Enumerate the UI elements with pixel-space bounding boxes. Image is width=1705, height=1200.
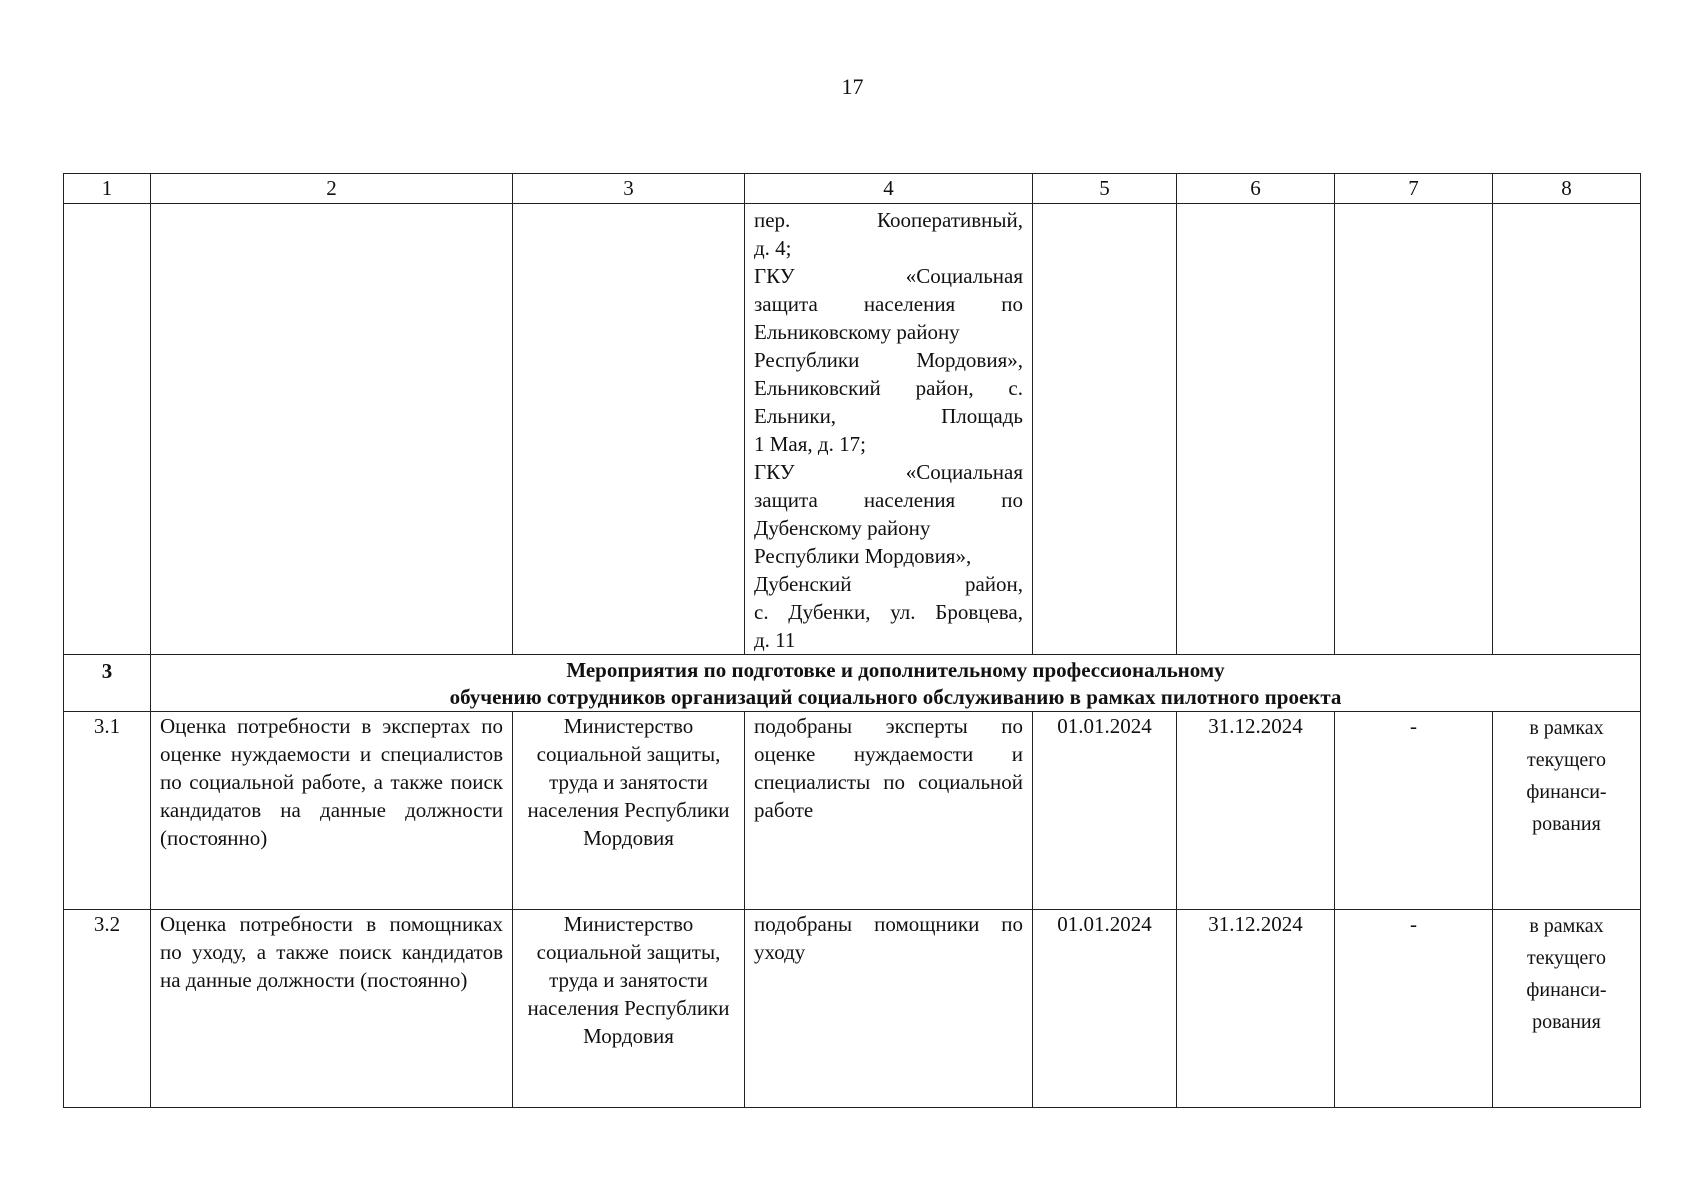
header-cell: 3: [513, 174, 745, 204]
address-line: Дубенский район,: [754, 572, 1023, 596]
empty-cell: [64, 204, 151, 655]
empty-cell: [513, 204, 745, 655]
empty-cell: [1493, 204, 1641, 655]
header-cell: 7: [1335, 174, 1493, 204]
address-line: д. 4;: [754, 236, 792, 260]
header-cell: 1: [64, 174, 151, 204]
section-title-line: Мероприятия по подготовке и дополнительному профессиональному: [566, 658, 1225, 682]
start-date-cell: 01.01.2024: [1033, 910, 1177, 1108]
address-line: 1 Мая, д. 17;: [754, 432, 866, 456]
result-cell: подобраны эксперты по оценке нуждаемости и специалисты по социальной работе: [745, 712, 1033, 910]
executor-cell: Министерство социальной защиты, труда и занятости населения Республики Мордовия: [513, 712, 745, 910]
empty-cell: [151, 204, 513, 655]
address-line: Ельниковскому району: [754, 320, 960, 344]
address-line: Ельники, Площадь: [754, 404, 1023, 428]
address-line: Ельниковский район, с.: [754, 376, 1023, 400]
amount-cell: -: [1335, 712, 1493, 910]
header-cell: 6: [1177, 174, 1335, 204]
activity-cell: Оценка потребности в экспертах по оценке нуждаемости и специалистов по социальной работе, а также поиск кандидатов на данные должности (постоянно): [151, 712, 513, 910]
empty-cell: [1335, 204, 1493, 655]
header-cell: 8: [1493, 174, 1641, 204]
activity-cell: Оценка потребности в помощниках по уходу, а также поиск кандидатов на данные должности (постоянно): [151, 910, 513, 1108]
address-line: д. 11: [754, 628, 796, 652]
start-date-cell: 01.01.2024: [1033, 712, 1177, 910]
result-cell: подобраны помощники по уходу: [745, 910, 1033, 1108]
amount-cell: -: [1335, 910, 1493, 1108]
page-number: 17: [841, 74, 864, 99]
address-cell: [745, 204, 1033, 655]
header-cell: 4: [745, 174, 1033, 204]
table-row: [64, 712, 1641, 910]
executor-cell: Министерство социальной защиты, труда и занятости населения Республики Мордовия: [513, 910, 745, 1108]
funding-cell: в рамках текущего финанси-рования: [1493, 910, 1641, 1108]
address-line: ГКУ «Социальная: [754, 460, 1023, 484]
address-line: Республики Мордовия»,: [754, 348, 1023, 372]
address-line: защита населения по: [754, 488, 1023, 512]
section-title: [151, 655, 1641, 712]
table-row: [64, 910, 1641, 1108]
row-number: 3.1: [64, 712, 151, 910]
end-date-cell: 31.12.2024: [1177, 910, 1335, 1108]
address-line: пер. Кооперативный,: [754, 208, 1023, 232]
end-date-cell: 31.12.2024: [1177, 712, 1335, 910]
header-cell: 2: [151, 174, 513, 204]
header-row: [64, 174, 1641, 204]
funding-cell: в рамках текущего финанси-рования: [1493, 712, 1641, 910]
address-line: ГКУ «Социальная: [754, 264, 1023, 288]
address-line: Дубенскому району: [754, 516, 931, 540]
empty-cell: [1033, 204, 1177, 655]
section-number: 3: [64, 655, 151, 712]
continuation-row: [64, 204, 1641, 655]
address-line: защита населения по: [754, 292, 1023, 316]
section-title-line: обучению сотрудников организаций социального обслуживанию в рамках пилотного проекта: [449, 685, 1342, 709]
section-row: [64, 655, 1641, 712]
plan-table: [63, 173, 1641, 1108]
header-cell: 5: [1033, 174, 1177, 204]
address-line: с. Дубенки, ул. Бровцева,: [754, 600, 1023, 624]
row-number: 3.2: [64, 910, 151, 1108]
empty-cell: [1177, 204, 1335, 655]
address-line: Республики Мордовия»,: [754, 544, 972, 568]
